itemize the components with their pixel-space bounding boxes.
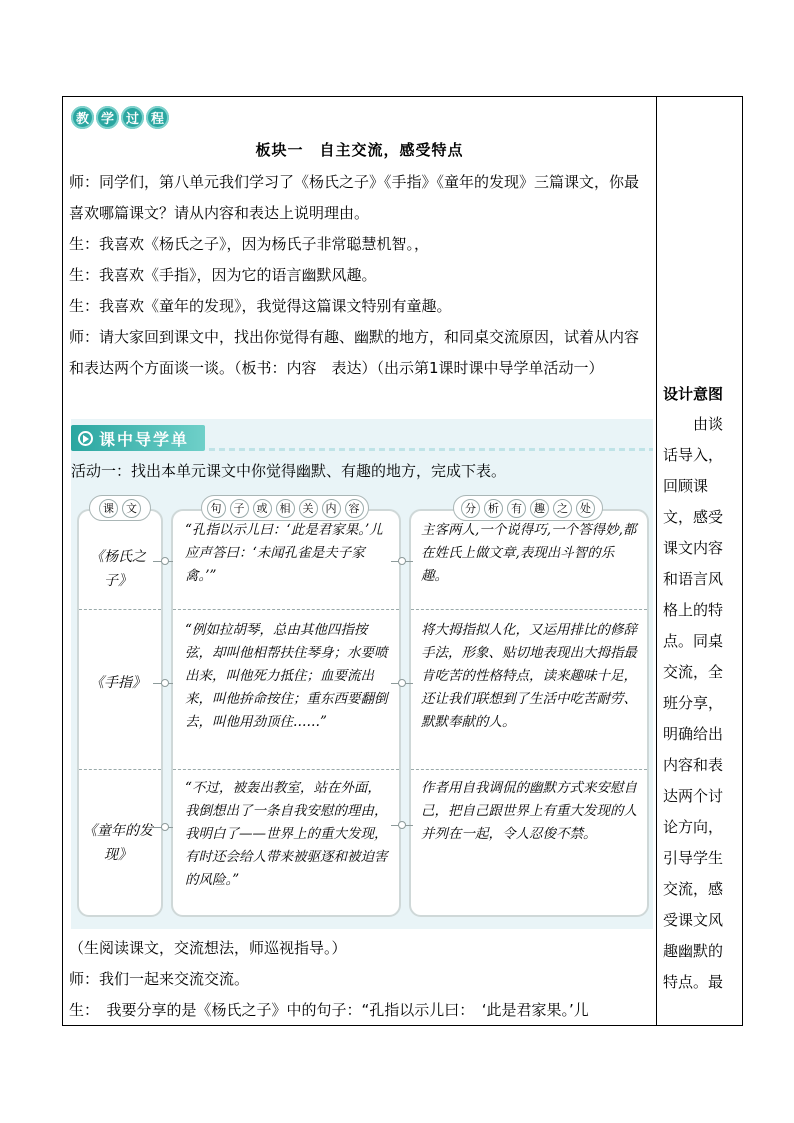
row-divider — [173, 609, 399, 610]
worksheet-tab-label: 课中导学单 — [99, 429, 190, 449]
lesson-table — [62, 96, 743, 1026]
teaching-process-cell — [63, 97, 656, 1025]
row-title: 《童年的发现》 — [83, 823, 153, 863]
header-char: 关 — [299, 499, 318, 518]
row-sentence: “孔指以示儿曰：‘此是君家果。’儿 应声答曰：‘未闻孔雀是夫子家禽。’” — [185, 522, 383, 584]
connector-dot — [161, 679, 169, 687]
paragraph: 生：我喜欢《童年的发现》，我觉得这篇课文特别有童趣。 — [69, 297, 452, 315]
row-divider — [79, 769, 161, 770]
design-intent-text: 由谈话导入，回顾课文，感受课文内容和语言风格上的特点。同桌交流，全班分享，明确给出内容和表达两个讨论方向，引导学生交流，感受课文风趣幽默的特点。最 — [663, 415, 724, 991]
row-divider — [411, 769, 647, 770]
worksheet-tab — [71, 425, 205, 451]
connector-dot — [398, 821, 406, 829]
header-char: 趣 — [530, 499, 549, 518]
header-char: 文 — [122, 499, 141, 518]
row-analysis: 将大拇指拟人化，又运用排比的修辞手法，形象、贴切地表现出大拇指最肯吃苦的性格特点，读来趣味十足，还让我们联想到了生活中吃苦耐劳、默默奉献的人。 — [421, 622, 637, 730]
paragraph: （生阅读课文，交流想法，师巡视指导。） — [69, 939, 347, 957]
label-char: 程 — [146, 106, 169, 129]
header-char: 相 — [276, 499, 295, 518]
worksheet — [71, 419, 653, 929]
section-title: 板块一 自主交流，感受特点 — [255, 141, 464, 159]
label-char: 过 — [121, 106, 144, 129]
header-text — [89, 495, 151, 521]
row-sentence: “例如拉胡琴，总由其他四指按弦，却叫他相帮扶住琴身；水要喷出来，叫他死力抵住；血要流出来，叫他拚命按住；重东西要翻倒去，叫他用劲顶住……” — [185, 622, 388, 730]
header-char: 处 — [576, 499, 595, 518]
header-sentence — [201, 495, 369, 521]
paragraph: 生：我喜欢《杨氏之子》，因为杨氏子非常聪慧机智。， — [69, 235, 430, 253]
connector-dot — [161, 823, 169, 831]
header-char: 分 — [461, 499, 480, 518]
connector-dot — [398, 679, 406, 687]
header-char: 子 — [230, 499, 249, 518]
teaching-process-label — [71, 106, 169, 129]
design-intent-title: 设计意图 — [663, 385, 724, 403]
row-divider — [411, 609, 647, 610]
play-icon — [78, 431, 93, 446]
header-char: 之 — [553, 499, 572, 518]
row-title: 《杨氏之子》 — [90, 549, 146, 589]
label-char: 教 — [71, 106, 94, 129]
connector-dot — [398, 557, 406, 565]
paragraph: 师：请大家回到课文中，找出你觉得有趣、幽默的地方，和同桌交流原因，试着从内容和表达两个方面谈一谈。（板书：内容 表达）（出示第1课时课中导学单活动一） — [69, 328, 640, 377]
connector-dot — [161, 557, 169, 565]
worksheet-intro: 活动一：找出本单元课文中你觉得幽默、有趣的地方，完成下表。 — [71, 462, 507, 480]
design-intent-cell — [657, 97, 743, 1025]
header-char: 容 — [345, 499, 364, 518]
paragraph: 师：同学们，第八单元我们学习了《杨氏之子》《手指》《童年的发现》三篇课文，你最喜欢哪篇课文？请从内容和表达上说明理由。 — [69, 173, 640, 222]
paragraph: 生：我喜欢《手指》，因为它的语言幽默风趣。 — [69, 266, 377, 284]
label-char: 学 — [96, 106, 119, 129]
row-title: 《手指》 — [90, 675, 146, 691]
paragraph: 生： 我要分享的是《杨氏之子》中的句子：“孔指以示儿曰： ‘此是君家果。’儿 — [69, 1001, 589, 1019]
row-analysis: 主客两人,一个说得巧,一个答得妙,都在姓氏上做文章,表现出斗智的乐趣。 — [421, 522, 637, 584]
decorative-stripe — [209, 448, 653, 451]
header-char: 有 — [507, 499, 526, 518]
row-sentence: “不过，被轰出教室，站在外面，我倒想出了一条自我安慰的理由，我明白了——世界上的重大发现，有时还会给人带来被驱逐和被迫害的风险。” — [185, 780, 388, 888]
row-divider — [79, 609, 161, 610]
header-analysis — [453, 495, 603, 521]
header-char: 课 — [99, 499, 118, 518]
row-divider — [173, 769, 399, 770]
row-analysis: 作者用自我调侃的幽默方式来安慰自己，把自己跟世界上有重大发现的人并列在一起，令人忍俊不禁。 — [421, 780, 637, 842]
header-char: 或 — [253, 499, 272, 518]
header-char: 句 — [207, 499, 226, 518]
header-char: 析 — [484, 499, 503, 518]
header-char: 内 — [322, 499, 341, 518]
paragraph: 师：我们一起来交流交流。 — [69, 970, 250, 988]
